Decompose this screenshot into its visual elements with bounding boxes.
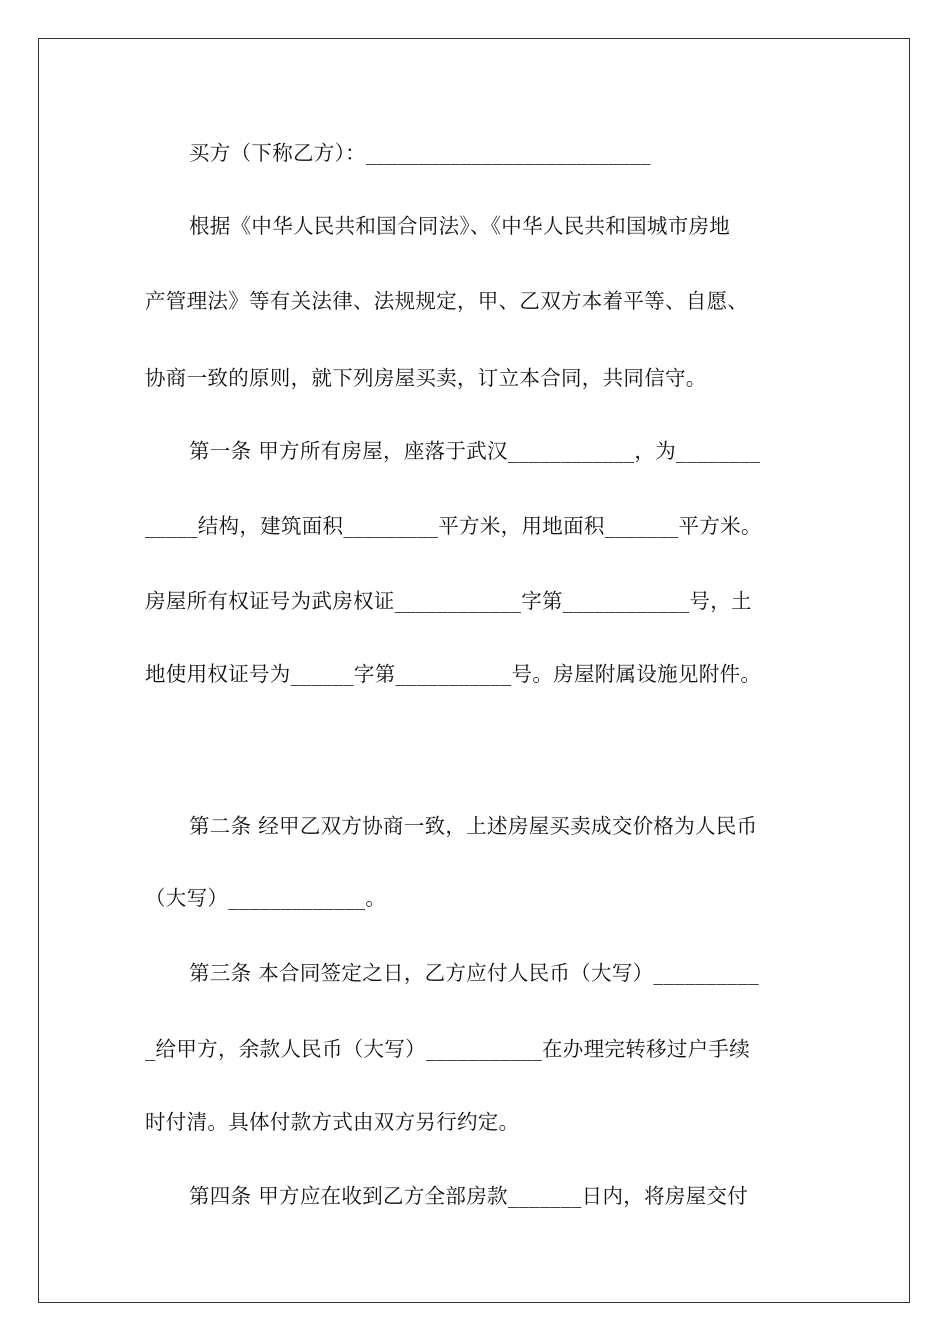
article-1-line-4: 地使用权证号为______字第___________号。房屋附属设施见附件。 xyxy=(145,662,762,686)
article-3-line-3: 时付清。具体付款方式由双方另行约定。 xyxy=(145,1110,520,1134)
article-4-line-1: 第四条 甲方应在收到乙方全部房款_______日内，将房屋交付 xyxy=(189,1184,749,1208)
paragraph-preamble-line-2: 产管理法》等有关法律、法规规定，甲、乙双方本着平等、自愿、 xyxy=(145,289,749,313)
article-2-line-2: （大写）_____________。 xyxy=(145,886,387,910)
article-1-line-2: _____结构，建筑面积_________平方米，用地面积_______平方米。 xyxy=(145,514,762,538)
article-3-line-2: _给甲方，余款人民币（大写）___________在办理完转移过户手续 xyxy=(145,1037,750,1061)
article-2-line-1: 第二条 经甲乙双方协商一致，上述房屋买卖成交价格为人民币 xyxy=(189,814,758,838)
buyer-line: 买方（下称乙方）：___________________________ xyxy=(189,141,651,165)
article-3-line-1: 第三条 本合同签定之日，乙方应付人民币（大写）__________ xyxy=(189,961,759,985)
paragraph-preamble-line-3: 协商一致的原则，就下列房屋买卖，订立本合同，共同信守。 xyxy=(145,366,707,390)
paragraph-preamble-line-1: 根据《中华人民共和国合同法》、《中华人民共和国城市房地 xyxy=(189,214,731,238)
article-1-line-3: 房屋所有权证号为武房权证____________字第____________号，土 xyxy=(145,589,752,613)
article-1-line-1: 第一条 甲方所有房屋，座落于武汉____________，为________ xyxy=(189,439,761,463)
